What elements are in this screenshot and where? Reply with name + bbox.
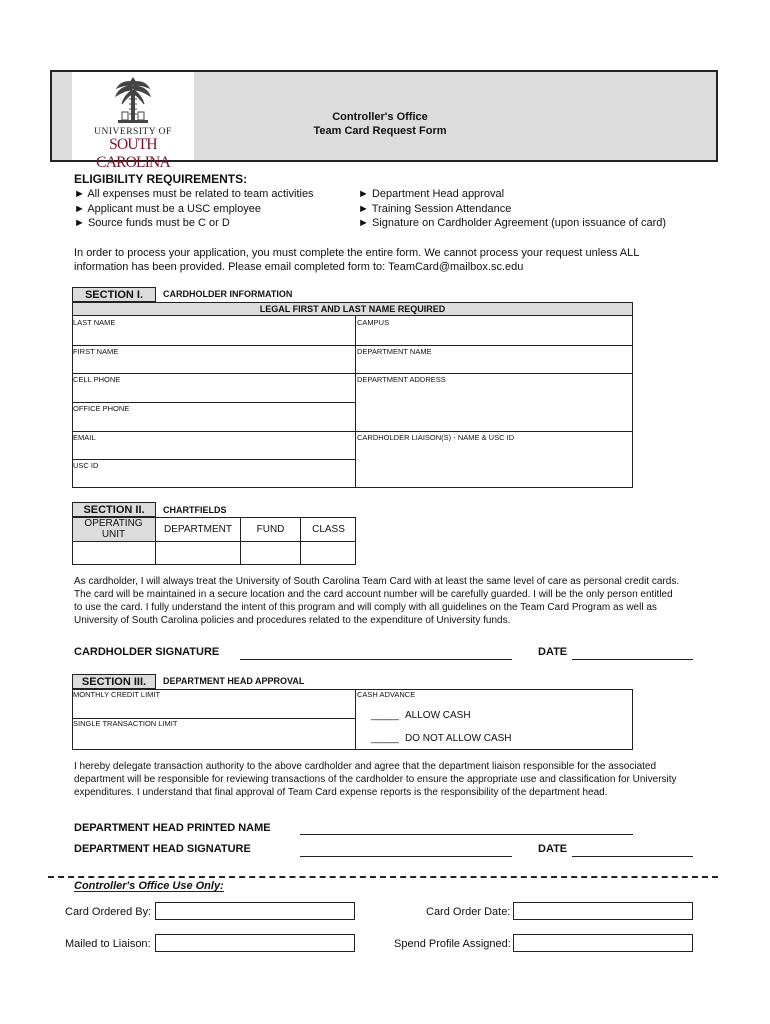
palmetto-icon bbox=[72, 72, 194, 128]
agreement-text: As cardholder, I will always treat the University of South Carolina Team Card with at least the same level of care as personal credit cards. bbox=[74, 576, 680, 587]
office-title: Controller's Office bbox=[332, 111, 428, 123]
col-operating-unit bbox=[72, 518, 155, 540]
section-3-title: DEPARTMENT HEAD APPROVAL bbox=[163, 676, 305, 686]
eligibility-left-item: ► All expenses must be related to team activities bbox=[74, 188, 314, 200]
col-department: DEPARTMENT bbox=[164, 524, 232, 535]
card-order-date-input[interactable] bbox=[513, 902, 693, 920]
row-divider bbox=[72, 431, 633, 432]
mailed-to-liaison-input[interactable] bbox=[155, 934, 355, 952]
row-divider bbox=[72, 459, 356, 460]
agreement-text: to use the card. I fully understand the intent of this program and will comply with all guidelines on the Team Card Program as well as bbox=[74, 602, 657, 613]
eligibility-heading: ELIGIBILITY REQUIREMENTS: bbox=[74, 172, 248, 186]
row-divider bbox=[72, 373, 633, 374]
usc-logo bbox=[72, 72, 194, 171]
col-operating-unit-line2: UNIT bbox=[101, 529, 126, 540]
eligibility-right-item: ► Signature on Cardholder Agreement (upon issuance of card) bbox=[358, 217, 667, 229]
input-department[interactable] bbox=[156, 542, 240, 564]
allow-cash-blank[interactable]: _____ bbox=[371, 710, 399, 721]
intro-text: information has been provided. Please email completed form to: TeamCard@mailbox.sc.edu bbox=[74, 261, 524, 273]
legal-name-banner: LEGAL FIRST AND LAST NAME REQUIRED bbox=[72, 302, 633, 316]
dept-head-printed-name-line[interactable] bbox=[300, 834, 633, 835]
cardholder-info-table bbox=[72, 302, 633, 488]
form-title: Team Card Request Form bbox=[313, 125, 447, 137]
logo-text-university-of: UNIVERSITY OF bbox=[94, 127, 172, 137]
delegation-text: expenditures. I understand that final approval of Team Card expense reports is the responsibility of the department head. bbox=[74, 787, 608, 798]
delegation-text: I hereby delegate transaction authority to the above cardholder and agree that the department liaison responsible for the associated bbox=[74, 761, 657, 772]
row-divider bbox=[72, 402, 356, 403]
field-cardholder-liaison[interactable]: CARDHOLDER LIAISON(S) - NAME & USC ID bbox=[357, 433, 515, 442]
section-2-title: CHARTFIELDS bbox=[163, 505, 227, 515]
eligibility-right-item: ► Training Session Attendance bbox=[358, 203, 512, 215]
cardholder-date-line[interactable] bbox=[572, 659, 693, 660]
office-use-heading: Controller's Office Use Only: bbox=[74, 880, 224, 892]
cardholder-signature-line[interactable] bbox=[240, 659, 512, 660]
agreement-text: University of South Carolina policies and procedures related to the expenditure of University funds. bbox=[74, 615, 511, 626]
card-ordered-by-label: Card Ordered By: bbox=[65, 906, 152, 918]
section-1-title: CARDHOLDER INFORMATION bbox=[163, 289, 293, 299]
section-1-tag: SECTION I. bbox=[72, 287, 156, 302]
delegation-text: department will be responsible for reviewing transactions of the cardholder to ensure the appropriate use and classification for University bbox=[74, 774, 677, 785]
allow-cash-label: ALLOW CASH bbox=[405, 710, 471, 721]
cut-line bbox=[48, 876, 718, 878]
field-last-name[interactable]: LAST NAME bbox=[73, 318, 116, 327]
dept-head-printed-name-label: DEPARTMENT HEAD PRINTED NAME bbox=[74, 822, 271, 834]
col-operating-unit-line1: OPERATING bbox=[84, 518, 143, 529]
section-3-tag: SECTION III. bbox=[72, 674, 156, 689]
office-use-underline bbox=[74, 891, 224, 892]
input-class[interactable] bbox=[301, 542, 355, 564]
col-fund: FUND bbox=[256, 524, 285, 535]
input-operating-unit[interactable] bbox=[73, 542, 155, 564]
disallow-cash-blank[interactable]: _____ bbox=[371, 733, 399, 744]
field-cell-phone[interactable]: CELL PHONE bbox=[73, 375, 121, 384]
spend-profile-input[interactable] bbox=[513, 934, 693, 952]
row-divider bbox=[72, 345, 633, 346]
logo-text-south-carolina: SOUTH CAROLINA bbox=[96, 136, 170, 171]
card-order-date-label: Card Order Date: bbox=[426, 906, 511, 918]
field-first-name[interactable]: FIRST NAME bbox=[73, 347, 119, 356]
dept-head-signature-line[interactable] bbox=[300, 856, 512, 857]
col-class: CLASS bbox=[312, 524, 345, 535]
cardholder-date-label: DATE bbox=[538, 646, 568, 658]
field-usc-id[interactable]: USC ID bbox=[73, 461, 99, 470]
field-department-name[interactable]: DEPARTMENT NAME bbox=[357, 347, 432, 356]
field-single-transaction-limit[interactable]: SINGLE TRANSACTION LIMIT bbox=[73, 719, 178, 728]
eligibility-right-item: ► Department Head approval bbox=[358, 188, 505, 200]
dept-head-date-line[interactable] bbox=[572, 856, 693, 857]
cardholder-signature-label: CARDHOLDER SIGNATURE bbox=[74, 646, 220, 658]
field-monthly-credit-limit[interactable]: MONTHLY CREDIT LIMIT bbox=[73, 690, 161, 699]
dept-head-date-label: DATE bbox=[538, 843, 568, 855]
field-campus[interactable]: CAMPUS bbox=[357, 318, 390, 327]
field-email[interactable]: EMAIL bbox=[73, 433, 96, 442]
card-ordered-by-input[interactable] bbox=[155, 902, 355, 920]
eligibility-left-item: ► Source funds must be C or D bbox=[74, 217, 230, 229]
section-2-tag: SECTION II. bbox=[72, 502, 156, 517]
eligibility-left-item: ► Applicant must be a USC employee bbox=[74, 203, 261, 215]
field-cash-advance: CASH ADVANCE bbox=[357, 690, 416, 699]
dept-head-signature-label: DEPARTMENT HEAD SIGNATURE bbox=[74, 843, 251, 855]
intro-text: In order to process your application, you must complete the entire form. We cannot process your request unless ALL bbox=[74, 247, 640, 259]
agreement-text: The card will be maintained in a secure location and the card account number will be carefully guarded. I will be the only person entitled bbox=[74, 589, 673, 600]
column-divider bbox=[355, 689, 356, 750]
field-office-phone[interactable]: OFFICE PHONE bbox=[73, 404, 130, 413]
input-fund[interactable] bbox=[241, 542, 300, 564]
spend-profile-label: Spend Profile Assigned: bbox=[394, 938, 511, 950]
disallow-cash-label: DO NOT ALLOW CASH bbox=[405, 733, 512, 744]
mailed-to-liaison-label: Mailed to Liaison: bbox=[65, 938, 151, 950]
field-department-address[interactable]: DEPARTMENT ADDRESS bbox=[357, 375, 446, 384]
